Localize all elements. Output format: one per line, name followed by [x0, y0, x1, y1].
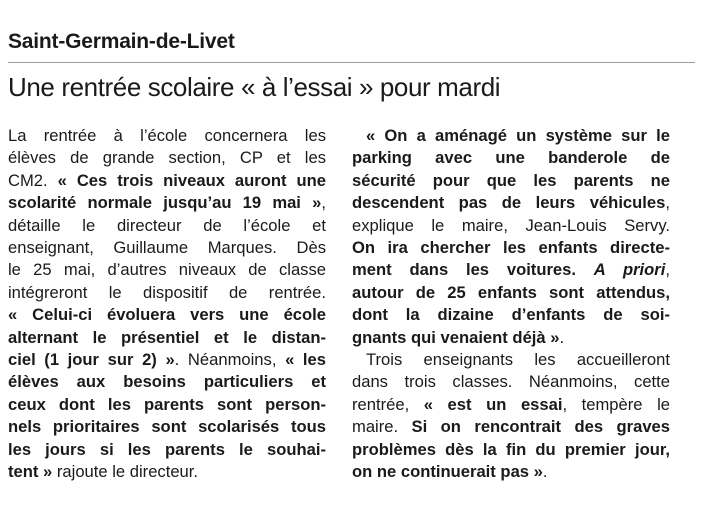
bold-text-run: ceux dont les parents sont person- — [8, 394, 326, 414]
bold-text-run: On ira chercher les enfants directe- — [352, 238, 670, 258]
bold-text-run: gnants qui venaient déjà » — [352, 327, 560, 347]
bold-text-run: dont la dizaine d’enfants de soi- — [352, 305, 670, 325]
text-line — [352, 259, 670, 281]
text-line — [8, 349, 326, 371]
text-run: La rentrée à l’école concernera les — [8, 126, 326, 145]
article-column-right — [352, 125, 670, 484]
text-line — [352, 327, 670, 349]
kicker-rule — [8, 62, 695, 63]
text-line — [352, 349, 670, 371]
text-run: intégreront le dispositif de rentrée. — [8, 282, 326, 302]
bold-text-run: autour de 25 enfants sont attendus, — [352, 282, 670, 302]
text-line — [8, 304, 326, 326]
text-run: , — [665, 193, 670, 213]
bold-text-run: « On a aménagé un système sur le — [366, 126, 670, 145]
bold-text-run: « les — [285, 350, 326, 370]
bold-text-run: tent » — [8, 462, 53, 482]
bold-text-run: ment dans les voitures. — [352, 260, 594, 280]
bold-text-run: « est un essai — [423, 394, 563, 414]
text-line — [352, 282, 670, 304]
text-line — [8, 394, 326, 416]
text-run: rajoute le directeur. — [52, 462, 199, 482]
text-line — [352, 215, 670, 237]
text-line — [352, 394, 670, 416]
text-line — [8, 215, 326, 237]
text-line — [352, 192, 670, 214]
bold-text-run: on ne continuerait pas » — [352, 462, 543, 482]
bold-text-run: descendent pas de leurs véhicules — [352, 193, 666, 213]
text-line — [352, 371, 670, 393]
bold-text-run: problèmes dès la fin du premier jour, — [352, 439, 670, 459]
bold-text-run: élèves aux besoins particuliers et — [8, 372, 326, 392]
bold-text-run: Si on rencontrait des graves — [411, 417, 670, 437]
text-run: rentrée, — [352, 394, 424, 414]
text-run: détaille le directeur de l’école et — [8, 215, 326, 235]
text-run: explique le maire, Jean-Louis Servy. — [352, 215, 670, 235]
text-line — [352, 304, 670, 326]
article-column-left — [8, 125, 326, 484]
text-run: . Néanmoins, — [174, 350, 286, 370]
text-line — [352, 237, 670, 259]
text-line — [8, 327, 326, 349]
text-line — [352, 125, 670, 147]
text-run: dans trois classes. Néanmoins, cette — [352, 372, 670, 392]
text-line — [8, 416, 326, 438]
article-kicker: Saint-Germain-de-Livet — [8, 30, 235, 53]
text-line — [8, 147, 326, 169]
text-line — [8, 371, 326, 393]
bold-text-run: parking avec une banderole de — [352, 148, 670, 168]
text-line — [352, 416, 670, 438]
text-run: le 25 mai, d’autres niveaux de classe — [8, 260, 326, 280]
text-line — [352, 461, 670, 483]
text-line — [8, 461, 326, 483]
bold-text-run: « Ces trois niveaux auront une — [57, 170, 326, 190]
text-run: Trois enseignants les accueilleront — [366, 350, 670, 370]
text-run: . — [559, 327, 565, 347]
bold-text-run: sécurité pour que les parents ne — [352, 170, 670, 190]
text-line — [8, 125, 326, 147]
text-line — [352, 147, 670, 169]
bold-text-run: ciel (1 jour sur 2) » — [8, 350, 175, 370]
text-run: . — [542, 462, 548, 482]
text-run: , — [321, 193, 326, 213]
text-line — [8, 170, 326, 192]
text-run: , tempère le — [562, 394, 670, 414]
text-line — [8, 192, 326, 214]
text-line — [352, 170, 670, 192]
bold-text-run: A priori — [593, 260, 666, 280]
article-headline: Une rentrée scolaire « à l’essai » pour mardi — [8, 72, 501, 102]
bold-text-run: nels prioritaires sont scolarisés tous — [8, 417, 326, 437]
text-run: maire. — [352, 417, 412, 437]
text-run: élèves de grande section, CP et les — [8, 148, 326, 168]
text-line — [352, 439, 670, 461]
text-line — [8, 439, 326, 461]
bold-text-run: les jours si les parents le souhai- — [8, 439, 326, 459]
bold-text-run: « Celui-ci évoluera vers une école — [8, 305, 326, 325]
text-line — [8, 259, 326, 281]
bold-text-run: alternant le présentiel et le distan- — [8, 327, 326, 347]
bold-text-run: scolarité normale jusqu’au 19 mai » — [8, 193, 322, 213]
text-run: enseignant, Guillaume Marques. Dès — [8, 238, 326, 258]
text-line — [8, 237, 326, 259]
text-run: , — [665, 260, 670, 280]
text-run: CM2. — [8, 170, 58, 190]
text-line — [8, 282, 326, 304]
